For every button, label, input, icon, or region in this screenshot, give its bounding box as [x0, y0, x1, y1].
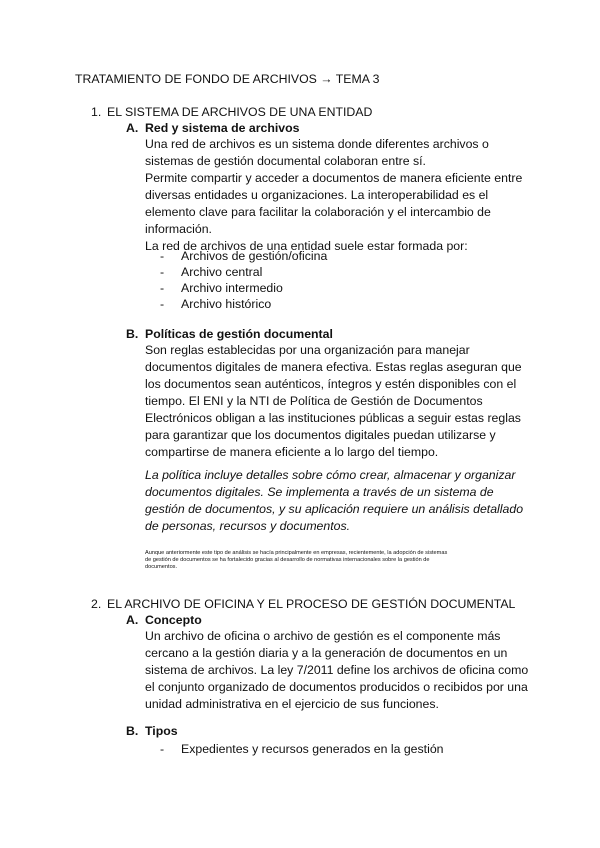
list-item: - Archivos de gestión/oficina: [160, 249, 328, 263]
subsection-title: Tipos: [145, 724, 178, 738]
subsection-title: Red y sistema de archivos: [145, 121, 300, 135]
subsection-title: Concepto: [145, 613, 202, 627]
document-title: TRATAMIENTO DE FONDO DE ARCHIVOS → TEMA 3: [75, 72, 380, 86]
subsection-2a-body: [145, 628, 528, 713]
network-composition-list: [160, 248, 327, 312]
subsection-letter: A.: [126, 613, 139, 627]
paragraph-line: los documentos sean auténticos, íntegros y estén disponibles con el: [145, 377, 517, 391]
subsection-letter: A.: [126, 121, 139, 135]
subsection-1b-body: [145, 342, 522, 461]
paragraph-line: compartirse de manera eficiente a lo largo del tiempo.: [145, 445, 439, 459]
paragraph-line: de personas, recursos y documentos.: [145, 519, 351, 533]
paragraph-line: La política incluye detalles sobre cómo crear, almacenar y organizar: [145, 468, 516, 482]
section-title: EL SISTEMA DE ARCHIVOS DE UNA ENTIDAD: [107, 105, 373, 119]
paragraph-line: Un archivo de oficina o archivo de gestión es el componente más: [145, 629, 501, 643]
subsection-2a-heading: [126, 613, 202, 627]
paragraph-line: cercano a la gestión diaria y a la generación de documentos en un: [145, 646, 508, 660]
policy-italic-paragraph: [145, 467, 523, 535]
subsection-1a-heading: [126, 121, 299, 135]
section-title: EL ARCHIVO DE OFICINA Y EL PROCESO DE GESTIÓN DOCUMENTAL: [107, 597, 516, 611]
list-item: - Archivo histórico: [160, 297, 272, 311]
paragraph-line: Permite compartir y acceder a documentos de manera eficiente entre: [145, 171, 523, 185]
paragraph-line: La red de archivos de una entidad suele estar formada por:: [145, 239, 468, 253]
section-2-heading: [91, 597, 515, 611]
paragraph-line: diversas entidades u organizaciones. La interoperabilidad es el: [145, 188, 489, 202]
paragraph-line: Electrónicos obligan a las instituciones públicas a seguir estas reglas: [145, 411, 521, 425]
paragraph-line: información.: [145, 222, 212, 236]
paragraph-line: Son reglas establecidas por una organización para manejar: [145, 343, 470, 357]
list-item: - Expedientes y recursos generados en la gestión: [160, 742, 444, 756]
list-item: - Archivo central: [160, 265, 263, 279]
paragraph-line: elemento clave para facilitar la colaboración y el intercambio de: [145, 205, 491, 219]
paragraph-line: documentos digitales. Se implementa a través de un sistema de: [145, 485, 494, 499]
paragraph-line: documentos digitales de manera efectiva. Estas reglas aseguran que: [145, 360, 522, 374]
paragraph-line: tiempo. El ENI y la NTI de Política de Gestión de Documentos: [145, 394, 483, 408]
note-line: documentos.: [145, 564, 178, 570]
paragraph-line: el conjunto organizado de documentos producidos o recibidos por una: [145, 680, 528, 694]
subsection-1b-heading: [126, 327, 333, 341]
paragraph-line: para garantizar que los documentos digitales puedan utilizarse y: [145, 428, 496, 442]
subsection-letter: B.: [126, 724, 139, 738]
subsection-letter: B.: [126, 327, 139, 341]
list-item: - Archivo intermedio: [160, 281, 283, 295]
subsection-1a-body: [145, 136, 522, 255]
paragraph-line: unidad administrativa en el ejercicio de sus funciones.: [145, 697, 439, 711]
paragraph-line: gestión de documentos, y su aplicación requiere un análisis detallado: [145, 502, 524, 516]
paragraph-line: sistema de archivos. La ley 7/2011 define los archivos de oficina como: [145, 663, 529, 677]
small-note: [145, 550, 447, 571]
note-line: Aunque anteriormente este tipo de análisis se hacía principalmente en empresas, recientemente, la adopción de sistemas: [145, 550, 448, 556]
section-1-heading: [91, 105, 372, 119]
subsection-2b-heading: [126, 724, 178, 738]
paragraph-line: Una red de archivos es un sistema donde diferentes archivos o: [145, 137, 489, 151]
section-number: 2.: [91, 597, 102, 611]
paragraph-line: sistemas de gestión documental colaboran entre sí.: [145, 154, 426, 168]
note-line: de gestión de documentos se ha fortalecido gracias al desarrollo de normativas internacionales sobre la gestión de: [145, 557, 430, 563]
types-list: [160, 741, 444, 757]
section-number: 1.: [91, 105, 102, 119]
subsection-title: Políticas de gestión documental: [145, 327, 333, 341]
